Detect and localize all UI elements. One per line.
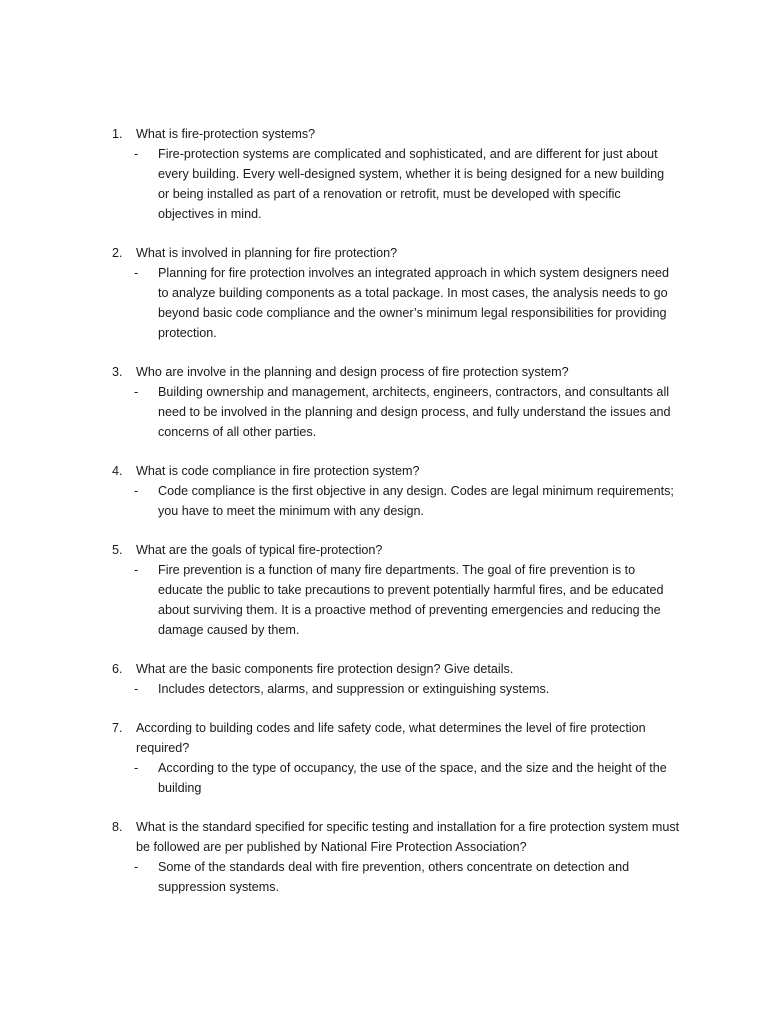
answer — [134, 382, 682, 442]
question — [112, 362, 682, 382]
answer-dash: - — [134, 860, 139, 874]
answer — [134, 857, 682, 897]
list-item — [112, 659, 682, 699]
question-text: What are the goals of typical fire-protection? — [136, 543, 383, 557]
question — [112, 461, 682, 481]
answer-text: According to the type of occupancy, the use of the space, and the size and the height of the building — [158, 761, 667, 795]
question-number: 6. — [112, 662, 123, 676]
question — [112, 718, 682, 758]
answer-dash: - — [134, 484, 139, 498]
answer — [134, 679, 682, 699]
answer — [134, 758, 682, 798]
question-text: What is fire-protection systems? — [136, 127, 316, 141]
question-number: 5. — [112, 543, 123, 557]
question — [112, 817, 682, 857]
answer-dash: - — [134, 385, 139, 399]
question-text: What is code compliance in fire protection system? — [136, 464, 420, 478]
answer — [134, 263, 682, 343]
question-text: What are the basic components fire protection design? Give details. — [136, 662, 514, 676]
list-item — [112, 362, 682, 442]
answer-text: Fire prevention is a function of many fire departments. The goal of fire prevention is to educate the public to take precautions to prevent potentially harmful fires, and be educated about surviving them. It is a proactive method of preventing emergencies and reducing the damage caused by them. — [158, 563, 664, 637]
question-list — [112, 124, 682, 916]
list-item — [112, 124, 682, 224]
answer-text: Building ownership and management, architects, engineers, contractors, and consultants all need to be involved in the planning and design process, and fully understand the issues and concerns of all other parties. — [158, 385, 671, 439]
question-text: Who are involve in the planning and design process of fire protection system? — [136, 365, 569, 379]
question-text: What is the standard specified for specific testing and installation for a fire protection system must be followed are per published by National Fire Protection Association? — [136, 820, 680, 854]
answer-dash: - — [134, 266, 139, 280]
answer — [134, 481, 682, 521]
question-number: 8. — [112, 820, 123, 834]
question-text: What is involved in planning for fire protection? — [136, 246, 398, 260]
question — [112, 659, 682, 679]
question — [112, 243, 682, 263]
answer-text: Some of the standards deal with fire prevention, others concentrate on detection and suppression systems. — [158, 860, 630, 894]
question — [112, 124, 682, 144]
answer-dash: - — [134, 147, 139, 161]
list-item — [112, 817, 682, 897]
list-item — [112, 718, 682, 798]
question-number: 3. — [112, 365, 123, 379]
answer-text: Includes detectors, alarms, and suppression or extinguishing systems. — [158, 682, 550, 696]
answer-dash: - — [134, 563, 139, 577]
list-item — [112, 243, 682, 343]
question — [112, 540, 682, 560]
question-text: According to building codes and life safety code, what determines the level of fire protection required? — [136, 721, 646, 755]
question-number: 1. — [112, 127, 123, 141]
question-number: 2. — [112, 246, 123, 260]
answer-text: Code compliance is the first objective in any design. Codes are legal minimum requirements; you have to meet the minimum with any design. — [158, 484, 674, 518]
answer — [134, 560, 682, 640]
answer — [134, 144, 682, 224]
question-number: 4. — [112, 464, 123, 478]
answer-text: Fire-protection systems are complicated and sophisticated, and are different for just about every building. Every well-designed system, whether it is being designed for a new building or being installed as part of a renovation or retrofit, must be developed with specific objectives in mind. — [158, 147, 665, 221]
answer-text: Planning for fire protection involves an integrated approach in which system designers need to analyze building components as a total package. In most cases, the analysis needs to go beyond basic code compliance and the owner’s minimum legal responsibilities for providing protection. — [158, 266, 670, 340]
question-number: 7. — [112, 721, 123, 735]
list-item — [112, 540, 682, 640]
list-item — [112, 461, 682, 521]
answer-dash: - — [134, 761, 139, 775]
answer-dash: - — [134, 682, 139, 696]
